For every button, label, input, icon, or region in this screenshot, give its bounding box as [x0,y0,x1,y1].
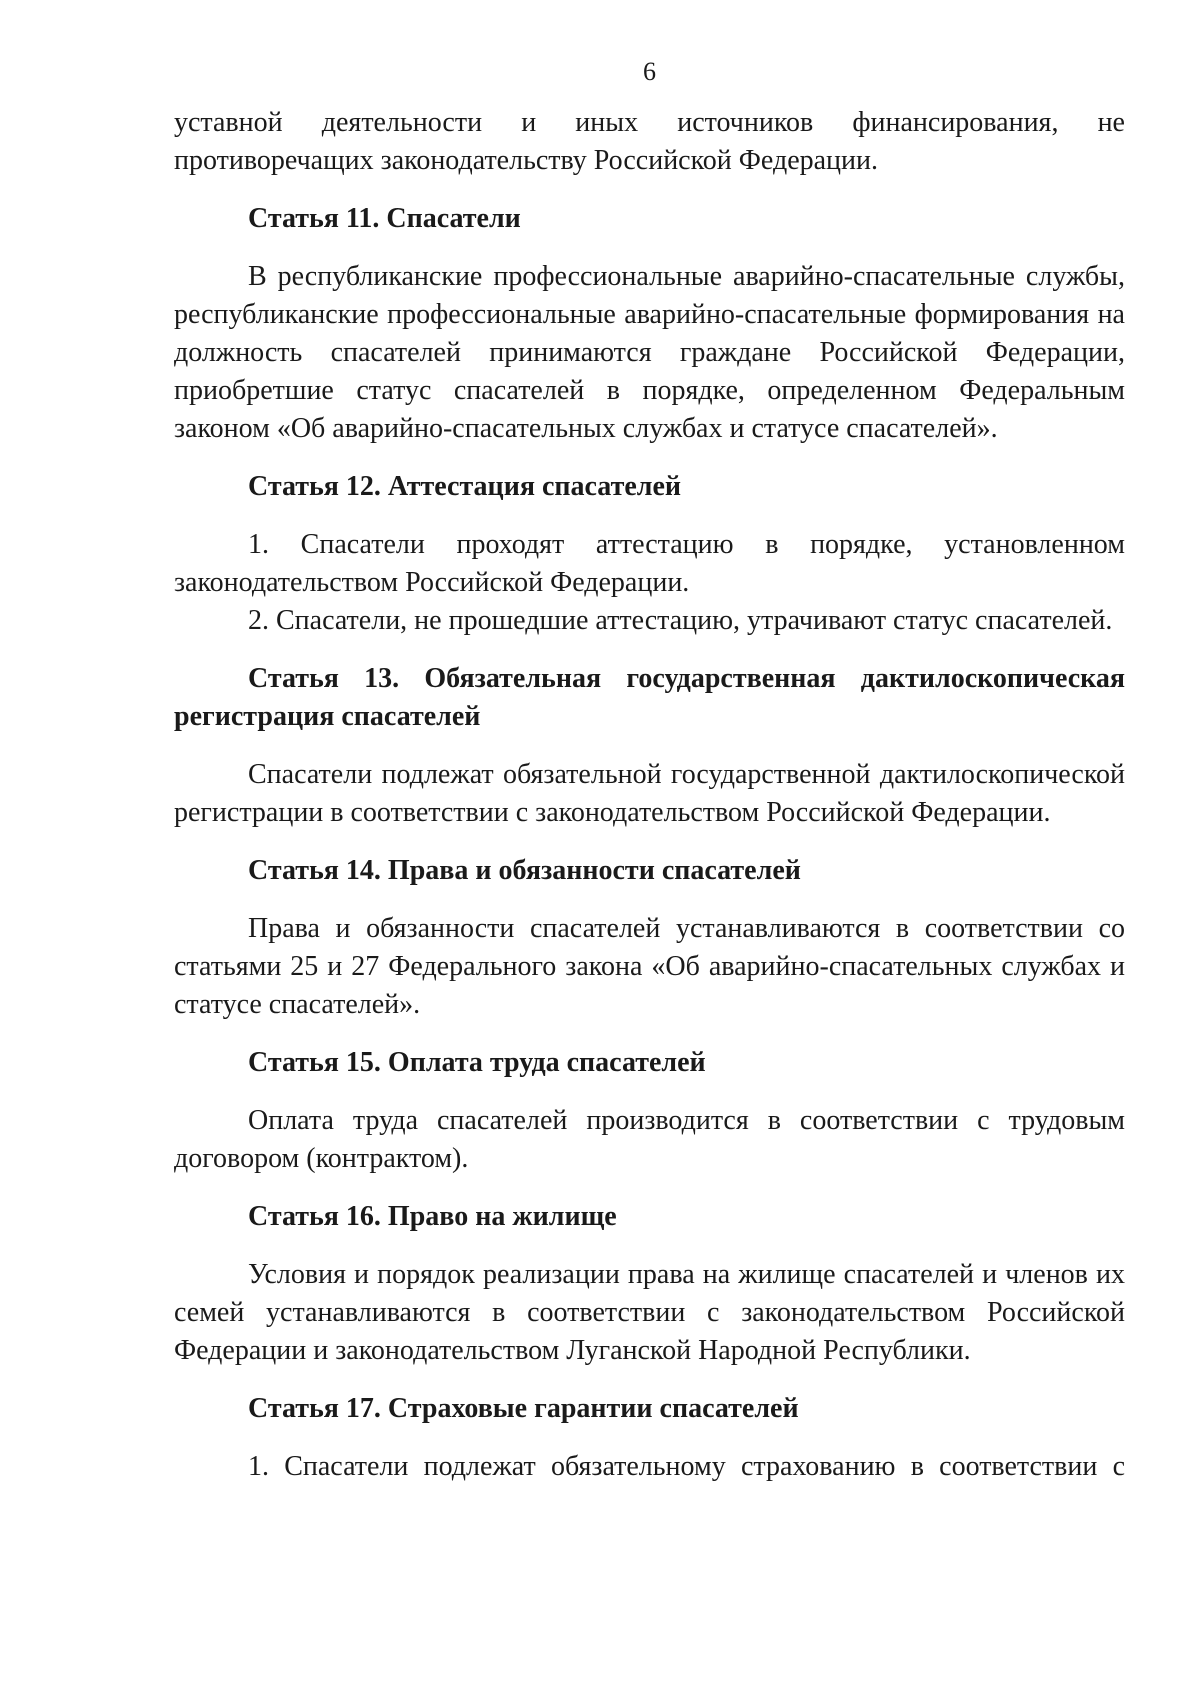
article-15-title: Статья 15. Оплата труда спасателей [248,1047,706,1078]
page-number: 6 [643,57,656,86]
article-14-paragraph-1: Права и обязанности спасателей устанавливаются в соответствии со статьями 25 и 27 Федерального закона «Об аварийно-спасательных службах и статусе спасателей». [174,913,1125,1020]
article-12-title: Статья 12. Аттестация спасателей [248,471,682,502]
article-11-title: Статья 11. Спасатели [248,203,521,234]
article-16-paragraph-1: Условия и порядок реализации права на жилище спасателей и членов их семей устанавливаются в соответствии с законодательством Российской Федерации и законодательством Луганской Народной Республики. [174,1259,1125,1366]
intro-paragraph: уставной деятельности и иных источников финансирования, не противоречащих законодательству Российской Федерации. [174,107,1125,176]
article-12-item-1: 1. Спасатели проходят аттестацию в порядке, установленном законодательством Российской Федерации. [174,529,1125,598]
article-13-paragraph-1: Спасатели подлежат обязательной государственной дактилоскопической регистрации в соответствии с законодательством Российской Федерации. [174,759,1125,828]
article-17-title: Статья 17. Страховые гарантии спасателей [248,1393,799,1424]
article-14-title: Статья 14. Права и обязанности спасателей [248,855,801,886]
article-13-title: Статья 13. Обязательная государственная дактилоскопическая регистрация спасателей [174,663,1125,732]
document-page [174,54,1125,1486]
article-15-paragraph-1: Оплата труда спасателей производится в соответствии с трудовым договором (контрактом). [174,1105,1125,1174]
article-11-paragraph-1: В республиканские профессиональные аварийно-спасательные службы, республиканские профессиональные аварийно-спасательные формирования на должность спасателей принимаются граждане Российской Федерации, приобретшие статус спасателей в порядке, определенном Федеральным законом «Об аварийно-спасательных службах и статусе спасателей». [174,261,1125,444]
article-17-item-1: 1. Спасатели подлежат обязательному страхованию в соответствии с [248,1451,1125,1482]
article-12-item-2: 2. Спасатели, не прошедшие аттестацию, утрачивают статус спасателей. [248,605,1113,636]
article-16-title: Статья 16. Право на жилище [248,1201,617,1232]
